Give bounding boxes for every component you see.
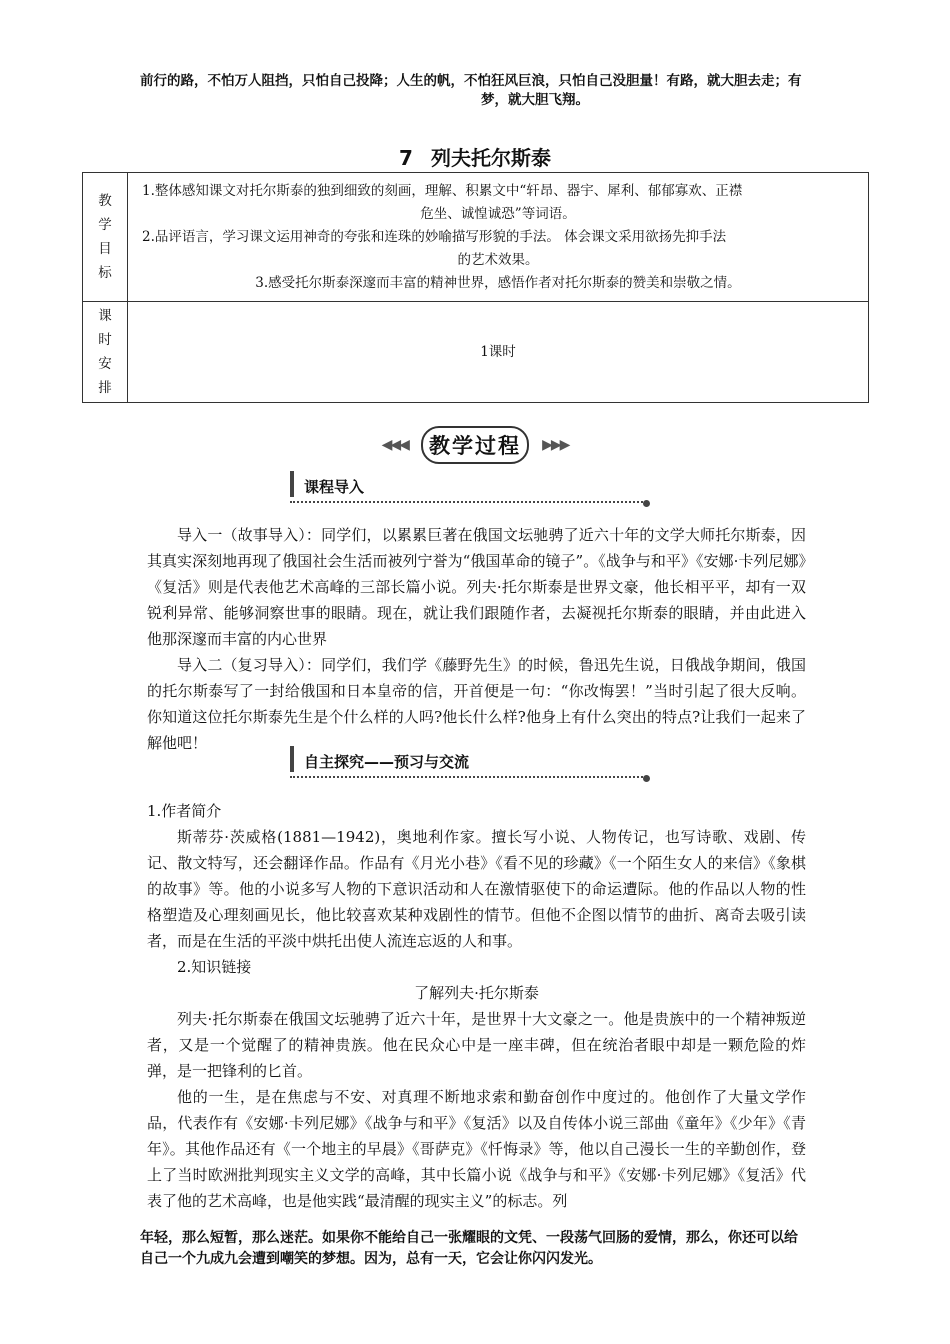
- schedule-value: 1课时: [128, 302, 869, 403]
- goals-row: [83, 173, 869, 302]
- lesson-title: [0, 142, 950, 171]
- intro-paragraph-1: 导入一（故事导入）：同学们，以累累巨著在俄国文坛驰骋了近六十年的文学大师托尔斯泰，因其真实深刻地再现了俄国社会生活而被列宁誉为“俄国革命的镜子”。《战争与和平》《安娜·卡列尼娜》《复活》则是代表他艺术高峰的三部长篇小说。列夫·托尔斯泰是世界文豪，他长相平平，却有一双锐利异常、能够洞察世事的眼睛。现在，就让我们跟随作者，去凝视托尔斯泰的眼睛，并由此进入他那深邃而丰富的内心世界: [147, 526, 806, 648]
- banner-title: 教学过程: [421, 426, 529, 464]
- goal-2b: 的艺术效果。: [457, 251, 539, 268]
- link-heading: 2.知识链接: [177, 958, 252, 976]
- header-line-2: 梦，就大胆飞翔。: [481, 92, 589, 108]
- link-title: 了解列夫·托尔斯泰: [414, 984, 539, 1002]
- lesson-title-text: 列夫托尔斯泰: [430, 146, 551, 170]
- author-paragraph: 斯蒂芬·茨威格(1881—1942)，奥地利作家。擅长写小说、人物传记，也写诗歌、戏剧、传记、散文特写，还会翻译作品。作品有《月光小巷》《看不见的珍藏》《一个陌生女人的来信》《象棋的故事》等。他的小说多写人物的下意识活动和人在激情驱使下的命运遭际。他的作品以人物的性格塑造及心理刻画见长，他比较喜欢某种戏剧性的情节。但他不企图以情节的曲折、离奇去吸引读者，而是在生活的平淡中烘托出使人流连忘返的人和事。: [147, 828, 806, 950]
- goals-label: 教 学 目 标: [83, 173, 128, 302]
- goal-1a: 1.整体感知课文对托尔斯泰的独到细致的刻画，理解、积累文中“轩昂、器宇、犀利、郁郁寡欢、正襟: [142, 182, 743, 199]
- page-footer-quote: 年轻，那么短暂，那么迷茫。如果你不能给自己一张耀眼的文凭、一段荡气回肠的爱情，那么，你还可以给自己一个九成九会遭到嘲笑的梦想。因为，总有一天，它会让你闪闪发光。: [140, 1230, 798, 1267]
- schedule-row: [83, 302, 869, 403]
- section-heading-intro: 课程导入: [290, 475, 646, 499]
- section-bar-icon: [290, 746, 294, 772]
- author-heading: 1.作者简介: [147, 802, 222, 820]
- goal-3: 3.感受托尔斯泰深邃而丰富的精神世界，感悟作者对托尔斯泰的赞美和崇敬之情。: [255, 274, 741, 291]
- schedule-label: 课 时 安 排: [83, 302, 128, 403]
- section-bar-icon: [290, 471, 294, 497]
- goals-content: [128, 173, 869, 302]
- link-paragraph-1: 列夫·托尔斯泰在俄国文坛驰骋了近六十年，是世界十大文豪之一。他是贵族中的一个精神叛逆者，又是一个觉醒了的精神贵族。他在民众心中是一座丰碑，但在统治者眼中却是一颗危险的炸弹，是一把锋利的匕首。: [147, 1010, 806, 1080]
- right-arrows-icon: ▶▶▶: [542, 437, 569, 453]
- link-paragraph-2: 他的一生，是在焦虑与不安、对真理不断地求索和勤奋创作中度过的。他创作了大量文学作品，代表作有《安娜·卡列尼娜》《战争与和平》《复活》以及自传体小说三部曲《童年》《少年》《青年》。其他作品还有《一个地主的早晨》《哥萨克》《忏悔录》等，他以自己漫长一生的辛勤创作，登上了当时欧洲批判现实主义文学的高峰，其中长篇小说《战争与和平》《安娜·卡列尼娜》《复活》代表了他的艺术高峰，也是他实践“最清醒的现实主义”的标志。列: [147, 1088, 806, 1210]
- teaching-process-banner: [0, 426, 950, 464]
- goal-1b: 危坐、诚惶诚恐”等词语。: [420, 205, 576, 222]
- header-line-1: 前行的路，不怕万人阻挡，只怕自己投降；人生的帆，不怕狂风巨浪，只怕自己没胆量！有路，就大胆去走；有: [140, 73, 802, 89]
- page-header-quote: [140, 72, 810, 110]
- section-heading-explore: 自主探究——预习与交流: [290, 750, 646, 774]
- explore-block: [147, 798, 806, 1214]
- lesson-number: 7: [399, 146, 413, 170]
- left-arrows-icon: ◀◀◀: [381, 437, 408, 453]
- intro-paragraph-2: 导入二（复习导入）：同学们，我们学《藤野先生》的时候，鲁迅先生说，日俄战争期间，俄国的托尔斯泰写了一封给俄国和日本皇帝的信，开首便是一句：“你改悔罢！”当时引起了很大反响。你知道这位托尔斯泰先生是个什么样的人吗?他长什么样?他身上有什么突出的特点?让我们一起来了解他吧！: [147, 656, 806, 752]
- teaching-objectives-table: [82, 172, 869, 403]
- goal-2a: 2.品评语言，学习课文运用神奇的夸张和连珠的妙喻描写形貌的手法。 体会课文采用欲扬先抑手法: [142, 228, 727, 245]
- intro-block: [147, 522, 806, 756]
